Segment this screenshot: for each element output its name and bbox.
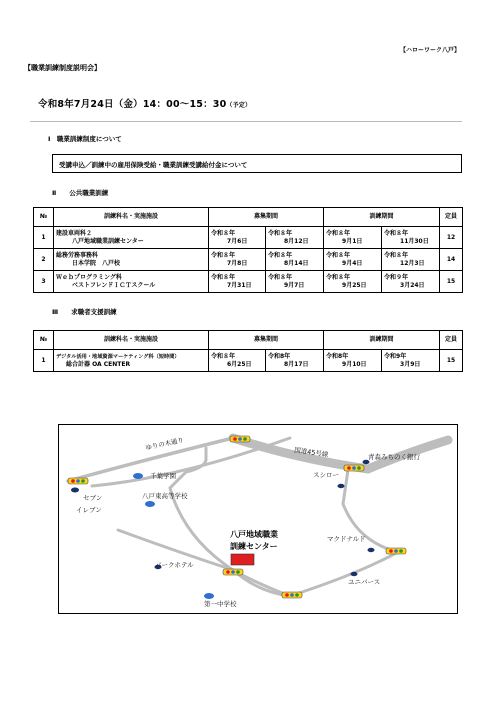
recruit-end <box>266 227 324 249</box>
era: 令和８年 <box>211 352 236 360</box>
date: 9月25日 <box>342 281 367 289</box>
header-no: № <box>34 331 54 350</box>
session-date: 令和8年7月24日（金）14：00～15：30 <box>38 99 227 110</box>
facility-name: 日本学院 八戸校 <box>72 259 121 267</box>
header-period: 訓練期間 <box>324 331 440 350</box>
era: 令和８年 <box>268 273 293 281</box>
era: 令和８年 <box>326 251 351 259</box>
date: 8月17日 <box>284 360 309 368</box>
traffic-light-icon <box>230 436 250 442</box>
era: 令和9年 <box>384 352 407 360</box>
label-daiichi: 第一中学校 <box>204 600 237 608</box>
label-route45: 国道45号線 <box>293 446 329 459</box>
date: 3月9日 <box>400 360 421 368</box>
facility-name: 八戸地域職業訓練センター <box>72 237 144 245</box>
support-training-table <box>33 330 463 372</box>
recruit-start <box>209 249 266 271</box>
label-sushiro: スシロー <box>313 471 339 479</box>
section1-box: 受講申込／訓練中の雇用保険受給・職業訓練受講給付金について <box>52 154 462 173</box>
era: 令和９年 <box>384 273 409 281</box>
table-row <box>34 249 463 271</box>
era: 令和８年 <box>211 273 236 281</box>
date: 12月3日 <box>400 259 425 267</box>
recruit-end <box>266 271 324 293</box>
period-start <box>324 249 382 271</box>
table-header-row <box>34 331 463 350</box>
section2-title: Ⅱ 公共職業訓練 <box>52 189 109 197</box>
marker-icon <box>71 488 79 493</box>
facility-name: 総合計器 OA CENTER <box>66 360 131 368</box>
row-course <box>54 227 209 249</box>
public-training-table <box>33 207 463 293</box>
label-center-2: 訓練センター <box>230 542 278 551</box>
row-no: 3 <box>34 271 54 293</box>
access-map <box>58 424 458 614</box>
header-capacity: 定員 <box>440 331 463 350</box>
course-name: Ｗｅｂプログラミング科 <box>56 273 122 281</box>
traffic-light-icon <box>344 465 364 471</box>
office-tag: 【ハローワーク八戸】 <box>399 47 460 54</box>
label-seven-1: セブン <box>83 494 103 502</box>
marker-icon <box>204 593 214 599</box>
header-no: № <box>34 208 54 227</box>
date: 8月12日 <box>284 237 309 245</box>
header-course: 訓練科名・実施施設 <box>54 331 209 350</box>
recruit-end <box>266 350 324 372</box>
date: 7月31日 <box>227 281 252 289</box>
era: 令和8年 <box>326 352 349 360</box>
header-period: 訓練期間 <box>324 208 440 227</box>
event-tag: 【職業訓練制度説明会】 <box>24 64 101 72</box>
label-yurinoki: ゆりの木通り <box>144 436 185 452</box>
label-chiba: 千葉学園 <box>150 472 176 480</box>
era: 令和8年 <box>268 352 291 360</box>
era: 令和８年 <box>326 273 351 281</box>
traffic-light-icon <box>223 569 243 575</box>
header-capacity: 定員 <box>440 208 463 227</box>
era: 令和８年 <box>268 251 293 259</box>
label-center-1: 八戸地域職業 <box>230 530 278 539</box>
table-row <box>34 350 463 372</box>
traffic-light-icon <box>68 478 88 484</box>
row-no: 2 <box>34 249 54 271</box>
table-row <box>34 271 463 293</box>
recruit-start <box>209 227 266 249</box>
date: 6月25日 <box>227 360 252 368</box>
row-capacity: 15 <box>440 271 463 293</box>
row-capacity: 15 <box>440 350 463 372</box>
date: 11月30日 <box>400 237 429 245</box>
date: 9月7日 <box>284 281 305 289</box>
header-course: 訓練科名・実施施設 <box>54 208 209 227</box>
period-start <box>324 350 382 372</box>
recruit-start <box>209 350 266 372</box>
row-no: 1 <box>34 350 54 372</box>
era: 令和８年 <box>326 229 351 237</box>
traffic-light-icon <box>386 548 406 554</box>
label-seven-2: イレブン <box>76 506 102 514</box>
date: 7月8日 <box>227 259 248 267</box>
period-start <box>324 227 382 249</box>
date: 9月10日 <box>342 360 367 368</box>
section1-title: Ⅰ 職業訓練制度について <box>48 135 122 143</box>
recruit-start <box>209 271 266 293</box>
row-capacity: 12 <box>440 227 463 249</box>
label-mcdonald: マクドナルド <box>327 535 366 543</box>
marker-icon <box>338 484 345 488</box>
recruit-end <box>266 249 324 271</box>
label-aomori-bank: 青森みちのく銀行 <box>368 453 420 461</box>
era: 令和８年 <box>268 229 293 237</box>
era: 令和８年 <box>384 229 409 237</box>
course-name: デジタル活用・地域資源マーケティング科（短時間） <box>56 353 180 360</box>
row-course <box>54 271 209 293</box>
row-capacity: 14 <box>440 249 463 271</box>
session-note: （予定） <box>226 102 252 109</box>
label-universe: ユニバース <box>348 578 381 586</box>
table-row <box>34 227 463 249</box>
marker-icon <box>351 572 358 576</box>
header-recruit: 募集期間 <box>209 331 324 350</box>
facility-name: ベストフレンドＩＣＴスクール <box>72 281 156 289</box>
section3-title: Ⅲ 求職者支援訓練 <box>52 308 117 316</box>
date: 8月14日 <box>284 259 309 267</box>
header-recruit: 募集期間 <box>209 208 324 227</box>
traffic-light-icon <box>282 592 302 598</box>
date: 7月6日 <box>227 237 248 245</box>
period-end <box>382 249 440 271</box>
date: 9月4日 <box>342 259 363 267</box>
period-end <box>382 271 440 293</box>
era: 令和８年 <box>384 251 409 259</box>
session-datetime <box>38 96 251 110</box>
date: 9月1日 <box>342 237 363 245</box>
row-course <box>54 249 209 271</box>
era: 令和８年 <box>211 229 236 237</box>
period-start <box>324 271 382 293</box>
label-hachinohe-east: 八戸東高等学校 <box>142 492 188 500</box>
marker-icon <box>368 548 375 552</box>
date: 3月24日 <box>400 281 425 289</box>
marker-icon <box>133 473 143 479</box>
table-header-row <box>34 208 463 227</box>
row-no: 1 <box>34 227 54 249</box>
course-name: 総務労務事務科 <box>56 251 99 259</box>
course-name: 建設車両科２ <box>56 229 93 237</box>
period-end <box>382 227 440 249</box>
marker-icon <box>145 501 155 507</box>
label-park-hotel: パークホテル <box>155 561 194 569</box>
era: 令和８年 <box>211 251 236 259</box>
training-center-marker <box>231 554 254 565</box>
divider <box>30 121 462 122</box>
row-course <box>54 350 209 372</box>
period-end <box>382 350 440 372</box>
